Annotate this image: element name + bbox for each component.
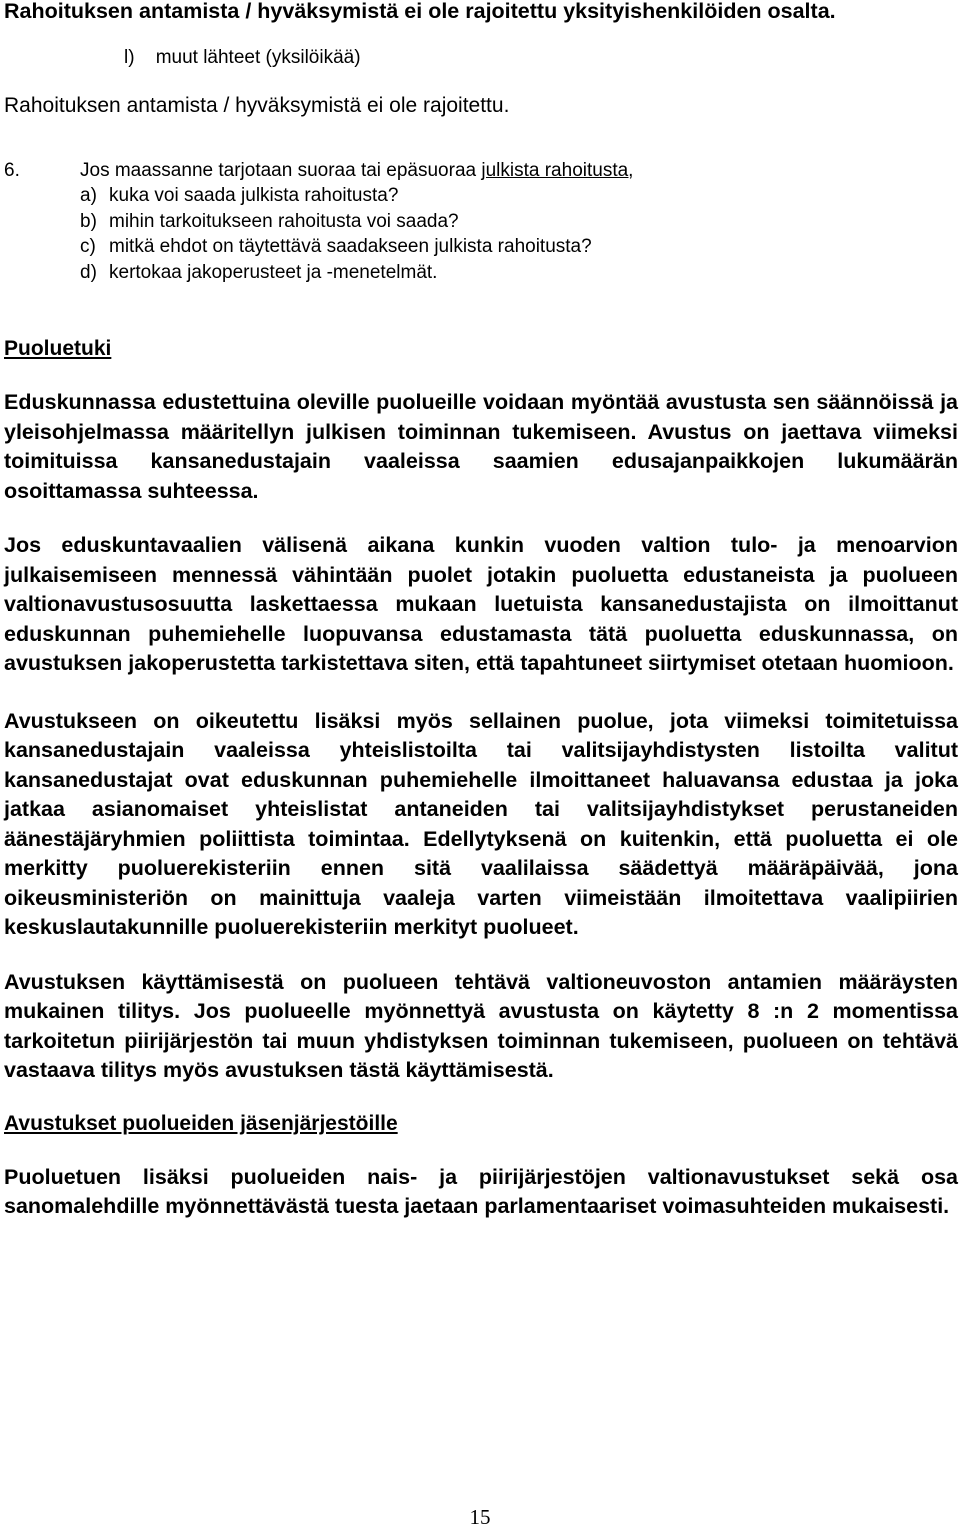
subitem-letter: b)	[80, 210, 97, 232]
question-text-underlined: julkista rahoitusta,	[481, 159, 634, 181]
list-item-text: muut lähteet (yksilöikää)	[155, 46, 361, 68]
paragraph-puoluetuki-3: Avustukseen on oikeutettu lisäksi myös sellainen puolue, jota viimeksi toimitetuissa kansanedustajain vaaleissa yhteislistoilta tai valitsijayhdistysten listoilta valitut kansanedustajat ovat eduskunnan puhemiehelle ilmoittaneet haluavansa edustaa ja joka jatkaa asianomaiset yhteislistat antaneiden tai valitsijayhdistykset perustaneiden äänestäjäryhmien poliittista toimintaa. Edellytyksenä on kuitenkin, että puoluetta ei ole merkitty puoluerekisteriin ennen sitä vaalilaissa säädettyä määräpäivää, jona oikeusministeriön on mainittuja vaaleja varten viimeistään ilmoitettava vaalipiirien keskuslautakunnille puoluerekisteriin merkityt puolueet.	[4, 708, 958, 939]
subitem-text: kuka voi saada julkista rahoitusta?	[109, 185, 399, 206]
list-item-marker: l)	[124, 46, 135, 68]
subitem-text: kertokaa jakoperusteet ja -menetelmät.	[109, 261, 438, 283]
question-text	[80, 158, 633, 184]
paragraph-puoluetuki-1: Eduskunnassa edustettuina oleville puolueille voidaan myöntää avustusta sen säännöissä ja yleisohjelmassa määritellyn julkisen toiminnan tukemiseen. Avustus on jaettava viimeksi toimituissa kansanedustajain vaaleissa saamien edusajanpaikkojen lukumäärän osoittamassa suhteessa.	[4, 390, 958, 503]
subitem-letter: c)	[80, 236, 96, 257]
subitem-a	[80, 183, 958, 209]
subitem-letter: a)	[80, 185, 97, 206]
paragraph-puoluetuki-4: Avustuksen käyttämisestä on puolueen tehtävä valtioneuvoston antamien määräysten mukainen tilitys. Jos puolueelle myönnettyä avustusta on käytetty 8 :n 2 momentissa tarkoitetun piirijärjestön tai muun yhdistyksen toiminnan tukemiseen, puolueen on tehtävä vastaava tilitys myös avustuksen tästä käyttämisestä.	[4, 969, 958, 1082]
question-subitems	[4, 183, 958, 285]
section-heading-puoluetuki: Puoluetuki	[4, 337, 112, 360]
page-number: 15	[469, 1505, 491, 1529]
paragraph-jasenjarjestot-1: Puoluetuen lisäksi puolueiden nais- ja piirijärjestöjen valtionavustukset sekä osa sanomalehdille myönnettävästä tuesta jaetaan parlamentaariset voimasuhteiden mukaisesti.	[4, 1164, 958, 1218]
subitem-c	[80, 234, 958, 260]
subitem-text: mitkä ehdot on täytettävä saadakseen julkista rahoitusta?	[109, 236, 592, 257]
subitem-d	[80, 260, 958, 286]
question-6-main	[4, 158, 958, 184]
section-heading-jasenjarjestot: Avustukset puolueiden jäsenjärjestöille	[4, 1111, 398, 1135]
list-item-l	[124, 45, 958, 70]
paragraph-rajoitettu: Rahoituksen antamista / hyväksymistä ei ole rajoitettu.	[4, 93, 510, 117]
subitem-text: mihin tarkoitukseen rahoitusta voi saada?	[109, 210, 459, 232]
question-number: 6.	[4, 159, 20, 181]
subitem-letter: d)	[80, 261, 97, 283]
subitem-b	[80, 209, 958, 235]
document-page	[4, 0, 958, 1222]
paragraph-puoluetuki-2: Jos eduskuntavaalien välisenä aikana kunkin vuoden valtion tulo- ja menoarvion julkaisemiseen mennessä vähintään puolet jotakin puoluetta edustaneista ja puolueen valtionavustusosuutta laskettaessa mukaan luetuista kansanedustajista on ilmoittanut eduskunnan puhemiehelle luopuvansa edustamasta tätä puoluetta eduskunnassa, on avustuksen jakoperustetta tarkistettava siten, että tapahtuneet siirtymiset otetaan huomioon.	[4, 533, 958, 675]
intro-paragraph: Rahoituksen antamista / hyväksymistä ei ole rajoitettu yksityishenkilöiden osalta.	[4, 0, 836, 23]
question-6	[4, 158, 958, 286]
question-text-plain: Jos maassanne tarjotaan suoraa tai epäsuoraa	[80, 159, 482, 181]
